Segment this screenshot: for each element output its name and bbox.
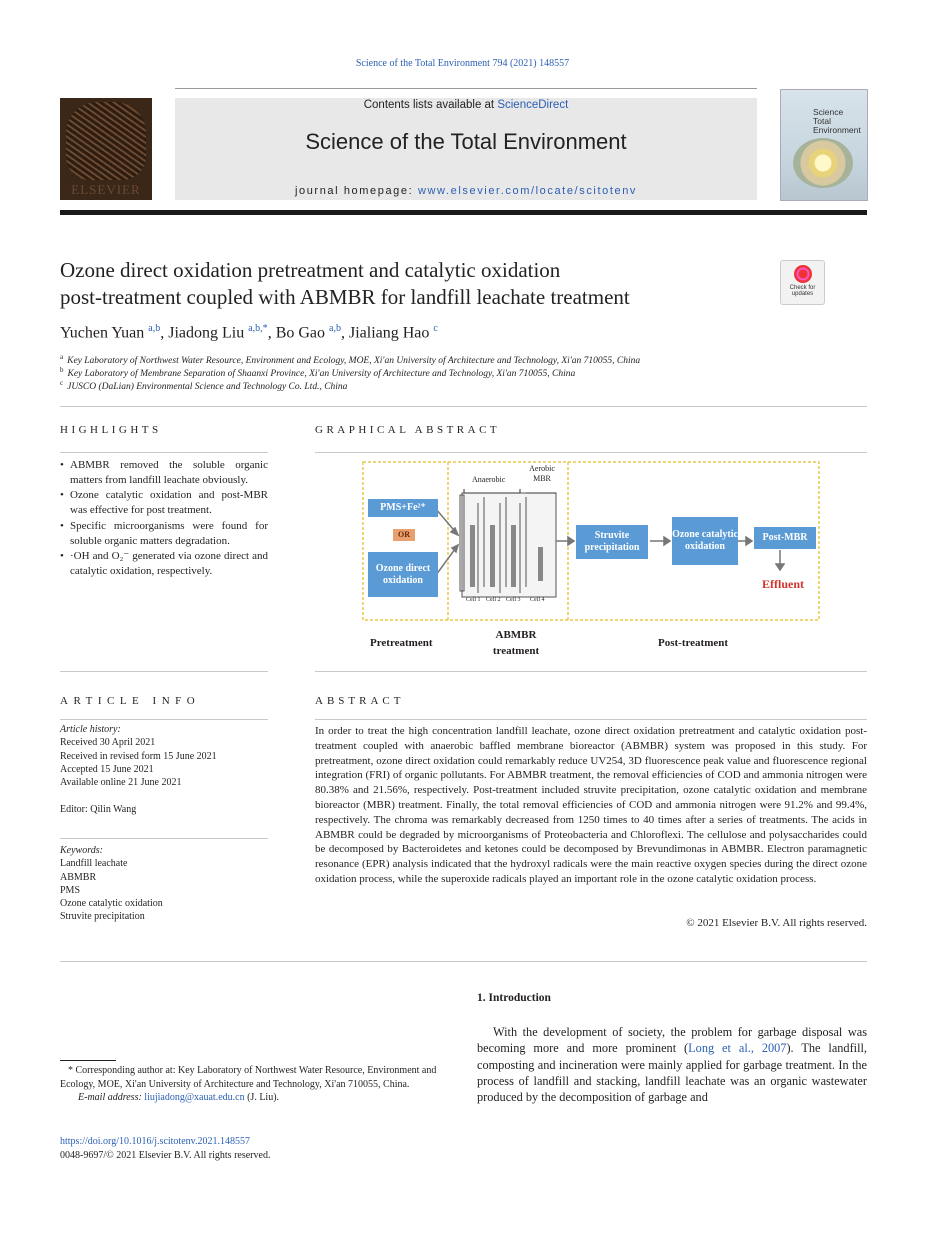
abstract-heading: ABSTRACT bbox=[315, 695, 405, 707]
author-affil-mark[interactable]: a,b bbox=[329, 323, 341, 334]
ozone-direct-oxidation-box: Ozone direct oxidation bbox=[368, 552, 438, 597]
cell-label: Cell 4 bbox=[530, 597, 545, 603]
ozone-catalytic-oxidation-box: Ozone catalytic oxidation bbox=[672, 517, 738, 565]
homepage-prefix: journal homepage: bbox=[294, 185, 418, 197]
running-header[interactable]: Science of the Total Environment 794 (2021) 148557 bbox=[355, 58, 570, 69]
journal-title: Science of the Total Environment bbox=[305, 129, 627, 154]
badge-line1: Check for bbox=[789, 285, 816, 291]
issn-line: 0048-9697/© 2021 Elsevier B.V. All rights reserved. bbox=[60, 1149, 271, 1161]
highlight-item: • ·OH and O₂⁻ generated via ozone direct and catalytic oxidation, respectively. bbox=[60, 549, 268, 578]
email-line bbox=[60, 1091, 452, 1105]
contents-prefix: Contents lists available at bbox=[363, 99, 498, 111]
keyword[interactable]: Ozone catalytic oxidation bbox=[60, 898, 163, 910]
email-suffix: (J. Liu). bbox=[244, 1092, 280, 1104]
journal-homepage bbox=[175, 185, 757, 197]
affiliation bbox=[60, 366, 575, 379]
journal-cover[interactable] bbox=[780, 89, 868, 201]
keyword[interactable]: ABMBR bbox=[60, 871, 97, 883]
affiliation-mark: c bbox=[60, 379, 64, 387]
sciencedirect-link[interactable]: ScienceDirect bbox=[497, 99, 569, 111]
affiliation-mark: a bbox=[60, 353, 64, 361]
email-link[interactable]: liujiadong@xauat.edu.cn bbox=[144, 1092, 245, 1104]
corresponding-author-note: * Corresponding author at: Key Laboratory of Northwest Water Resource, Environment and Ecology, MOE, Xi'an University of Architecture and Technology, Xi'an 710055, China. bbox=[60, 1065, 437, 1090]
affiliation bbox=[60, 379, 347, 392]
editor: Editor: Qilin Wang bbox=[60, 804, 137, 815]
history-label: Article history: bbox=[60, 724, 121, 735]
highlights-list bbox=[60, 458, 268, 580]
divider bbox=[60, 452, 268, 453]
highlight-item: • Ozone catalytic oxidation and post-MBR was effective for post treatment. bbox=[60, 488, 268, 517]
doi-link[interactable]: https://doi.org/10.1016/j.scitotenv.2021.148557 bbox=[60, 1136, 250, 1147]
cell-label: Cell 2 bbox=[486, 597, 501, 603]
article-title-line2: post-treatment coupled with ABMBR for landfill leachate treatment bbox=[60, 285, 630, 309]
graphical-abstract-heading: GRAPHICAL ABSTRACT bbox=[315, 424, 501, 436]
cell-label: Cell 1 bbox=[466, 597, 481, 603]
divider bbox=[315, 671, 867, 672]
badge-line2: updates bbox=[791, 291, 814, 297]
author[interactable]: Jialiang Hao bbox=[348, 324, 430, 342]
abstract-text: In order to treat the high concentration landfill leachate, ozone direct oxidation pretreatment and catalytic oxidation post-treatment coupled with anaerobic baffled membrane bioreactor (ABMBR) system was proposed in this study. For pretreatment, ozone direct oxidation could remarkably reduce UV254, 3D fluorescence peak value and fluorescence regional integration (FRI) of organic pollutants. For ABMBR treatment, the removal efficiencies of COD and ammonia nitrogen were 80.38% and 21.56%, respectively. Post-treatment included struvite precipitation, ozone catalytic oxidation and membrane bioreactor (MBR) treatment. Finally, the total removal efficiencies of COD and ammonia nitrogen were 91.2% and 99.4%, respectively. The chroma was remarkably decreased from 1250 times to 40 times after a series of treatments. The acids in ABMBR could be degraded by microorganisms of Proteobacteria and Chloroflexi. The cellulose and polysaccharides could be decomposed by Bacteroidetes and ketones could be decomposed by Brevundimonas in ABMBR. Electron paramagnetic resonance (EPR) analysis indicated that the hydroxyl radicals were the main reactive oxygen species during the direct ozone oxidation process, while the superoxide radicals played an important role in the ozone catalytic oxidation process. bbox=[315, 725, 867, 885]
divider bbox=[315, 719, 867, 720]
pretreatment-label: Pretreatment bbox=[370, 637, 433, 649]
author-affil-mark[interactable]: a,b,* bbox=[248, 323, 268, 334]
crossmark-icon bbox=[794, 265, 812, 283]
affiliation-text: Key Laboratory of Northwest Water Resource, Environment and Ecology, MOE, Xi'an University of Architecture and Technology, Xi'an 710055, China bbox=[67, 356, 641, 367]
footnote bbox=[60, 1064, 452, 1105]
article-title-line1: Ozone direct oxidation pretreatment and catalytic oxidation bbox=[60, 258, 561, 282]
article-history bbox=[60, 723, 217, 789]
anaerobic-label: Anaerobic bbox=[472, 475, 506, 484]
introduction-heading: 1. Introduction bbox=[477, 992, 551, 1004]
abmbr-treatment-label: ABMBR treatment bbox=[492, 629, 540, 657]
article-title bbox=[60, 257, 760, 311]
cover-flower-image bbox=[793, 138, 853, 188]
author-list: Yuchen Yuan $^{a,b}$, Jiadong Liu $^{a,b,*}$, Bo Gao $^{a,b}$, Jialiang Hao $^c$ bbox=[60, 323, 438, 342]
effluent-label: Effluent bbox=[762, 577, 804, 591]
history-item: Received in revised form 15 June 2021 bbox=[60, 750, 217, 762]
history-item: Accepted 15 June 2021 bbox=[60, 763, 154, 775]
reactor-tank bbox=[462, 493, 556, 597]
history-item: Received 30 April 2021 bbox=[60, 737, 156, 749]
homepage-link[interactable]: www.elsevier.com/locate/scitotenv bbox=[417, 185, 638, 197]
divider bbox=[60, 406, 867, 407]
citation-link[interactable]: Long et al., 2007 bbox=[688, 1041, 787, 1056]
divider bbox=[315, 452, 867, 453]
check-for-updates-badge[interactable] bbox=[780, 260, 825, 305]
introduction-text bbox=[477, 1024, 867, 1105]
affiliation-text: JUSCO (DaLian) Environmental Science and Technology Co. Ltd., China bbox=[67, 382, 348, 393]
author[interactable]: Yuchen Yuan bbox=[60, 324, 145, 342]
divider bbox=[60, 838, 268, 839]
keyword[interactable]: Struvite precipitation bbox=[60, 911, 145, 923]
divider bbox=[60, 671, 268, 672]
highlights-heading: HIGHLIGHTS bbox=[60, 424, 162, 436]
intro-text-part: With the development of society, the problem for garbage disposal was becoming more and more prominent ( bbox=[477, 1025, 867, 1056]
or-badge: OR bbox=[393, 529, 415, 541]
email-label: E-mail address: bbox=[78, 1092, 145, 1104]
affiliation bbox=[60, 353, 640, 366]
history-item: Available online 21 June 2021 bbox=[60, 777, 182, 789]
cover-title-line2: Total Environment bbox=[813, 116, 861, 135]
contents-line bbox=[175, 99, 757, 111]
cover-title-line1: Science bbox=[813, 107, 844, 117]
cell-label: Cell 3 bbox=[506, 597, 521, 603]
keywords-label: Keywords: bbox=[60, 845, 103, 856]
divider bbox=[60, 719, 268, 720]
keywords bbox=[60, 844, 163, 924]
doi-block bbox=[60, 1135, 270, 1162]
post-treatment-label: Post-treatment bbox=[658, 637, 729, 649]
keyword[interactable]: PMS bbox=[60, 884, 81, 896]
tree-logo-icon bbox=[66, 102, 146, 180]
pms-fe-box: PMS+Fe²⁺ bbox=[368, 499, 438, 517]
divider bbox=[60, 961, 867, 962]
author-affil-mark[interactable]: a,b bbox=[148, 323, 161, 334]
affiliation-mark: b bbox=[60, 366, 64, 374]
author[interactable]: Jiadong Liu bbox=[168, 324, 245, 342]
intro-text-part: ). The landfill, composting and incineration were mainly applied for garbage treatment. In the process of landfill and stacking, landfill leachate was an organic wastewater produced by the decomposition of garbage and bbox=[477, 1041, 867, 1105]
footnote-rule bbox=[60, 1060, 116, 1061]
cover-title bbox=[813, 108, 867, 135]
affiliation-text: Key Laboratory of Membrane Separation of Shaanxi Province, Xi'an University of Architecture and Technology, Xi'an 710055, China bbox=[67, 369, 576, 380]
publisher-logo-text: ELSEVIER bbox=[71, 182, 141, 197]
banner-rule bbox=[175, 88, 757, 89]
abstract-copyright: © 2021 Elsevier B.V. All rights reserved. bbox=[686, 917, 867, 929]
author-affil-mark[interactable]: c bbox=[433, 323, 438, 334]
highlight-item: • ABMBR removed the soluble organic matters from landfill leachate obviously. bbox=[60, 458, 268, 487]
post-mbr-box: Post-MBR bbox=[754, 527, 816, 549]
header-rule bbox=[60, 210, 867, 215]
aerobic-mbr-label: Aerobic MBR bbox=[529, 464, 555, 483]
keyword[interactable]: Landfill leachate bbox=[60, 858, 128, 870]
author[interactable]: Bo Gao bbox=[275, 324, 326, 342]
struvite-precipitation-box: Struvite precipitation bbox=[576, 525, 648, 559]
graphical-abstract-figure[interactable] bbox=[360, 455, 824, 665]
highlight-item: • Specific microorganisms were found for soluble organic matters degradation. bbox=[60, 519, 268, 548]
elsevier-logo bbox=[60, 98, 152, 200]
article-info-heading: ARTICLE INFO bbox=[60, 695, 201, 707]
